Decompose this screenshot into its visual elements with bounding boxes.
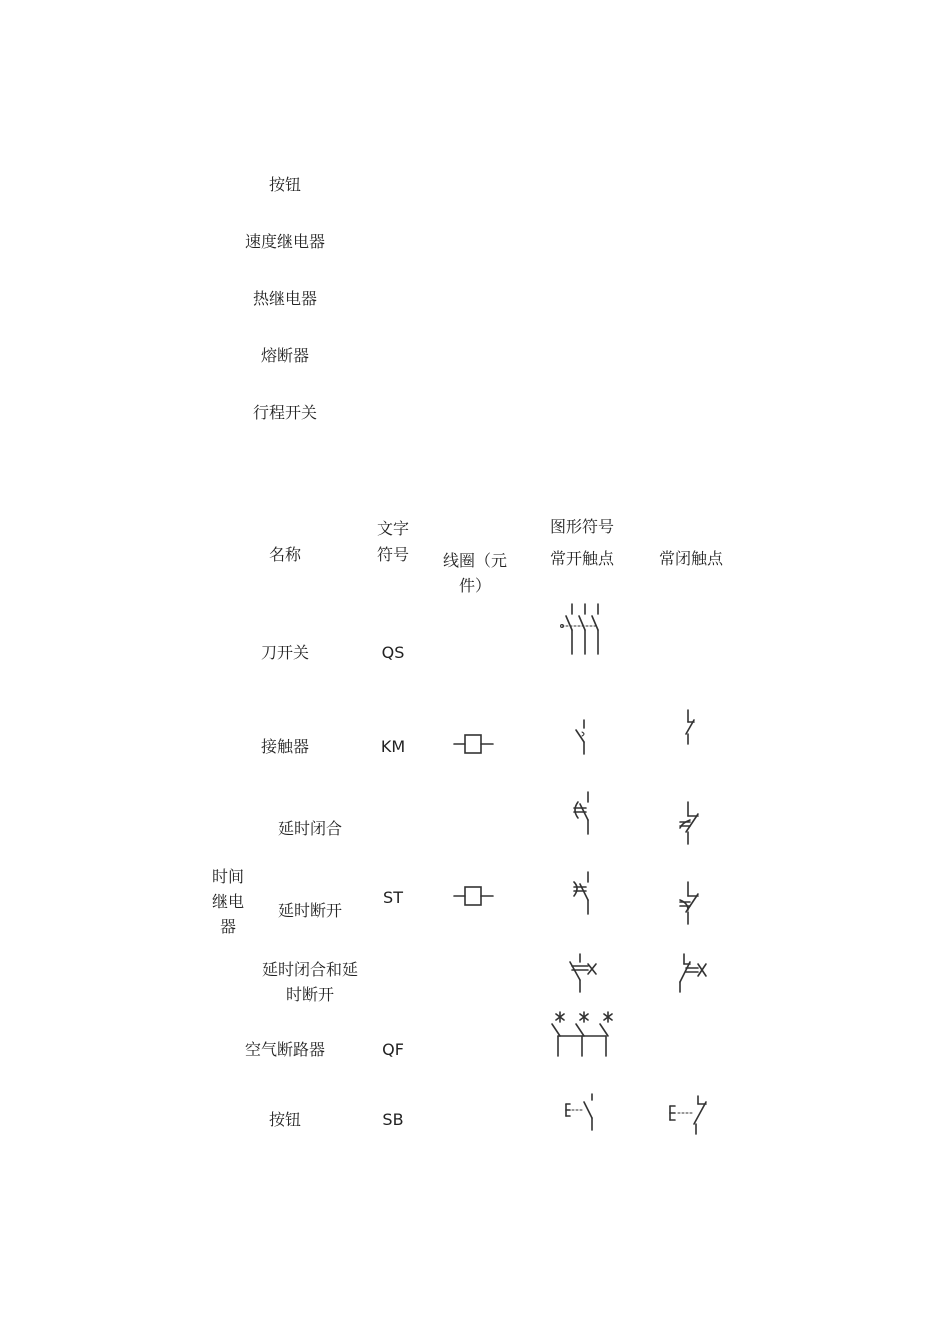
row-delay-close-name: 延时闭合 [277,819,343,838]
top-list-item-thermal-relay: 热继电器 [252,289,318,308]
button-nc-contact-icon [666,1094,710,1136]
row-button-code: SB [382,1110,404,1129]
header-graphic-symbol: 图形符号 [549,517,615,536]
row-air-breaker-code: QF [382,1040,404,1059]
top-list-item-fuse: 熔断器 [260,346,310,365]
row-time-relay-name: 时间继电器 [211,867,244,936]
header-no-contact: 常开触点 [549,549,615,568]
time-relay-coil-icon [453,885,495,907]
row-contactor-name: 接触器 [260,737,310,756]
header-nc-contact: 常闭触点 [658,549,724,568]
three-pole-knife-switch-icon [558,600,608,658]
delay-close-no-contact-icon [570,790,598,836]
top-list-item-button: 按钮 [268,175,302,194]
row-time-relay-code: ST [383,888,403,907]
header-text-symbol: 文字符号 [376,519,409,564]
top-list-item-speed-relay: 速度继电器 [244,232,326,251]
combined-delay-no-icon [564,952,600,994]
top-list-item-limit-switch: 行程开关 [252,403,318,422]
row-knife-switch-name: 刀开关 [260,643,310,662]
delay-open-no-contact-icon [570,870,598,916]
coil-icon [453,733,495,755]
three-pole-breaker-icon [548,1010,614,1060]
delay-close-nc-contact-icon [676,800,704,846]
normally-closed-contact-icon [678,708,704,746]
header-coil: 线圈（元件） [442,551,507,595]
normally-open-contact-icon [570,718,594,756]
row-knife-switch-code: QS [381,643,405,662]
button-no-contact-icon [562,1092,602,1132]
row-delay-combined-name: 延时闭合和延时断开 [261,960,358,1004]
header-name: 名称 [268,545,302,564]
row-contactor-code: KM [380,737,406,756]
row-button-name: 按钮 [268,1110,302,1129]
row-air-breaker-name: 空气断路器 [244,1040,326,1059]
combined-delay-nc-icon [674,952,710,994]
delay-open-nc-contact-icon [676,880,704,926]
row-delay-open-name: 延时断开 [277,901,343,920]
